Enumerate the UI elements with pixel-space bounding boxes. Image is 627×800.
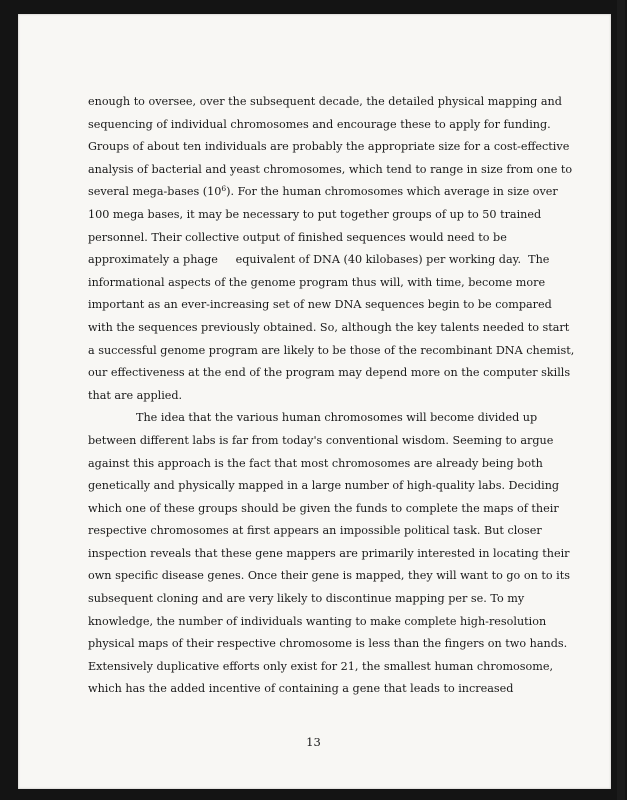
text-segment: ). For the human chromosomes which average in size over [226,185,558,199]
text-segment: several mega-bases (10 [88,185,222,199]
text-line: knowledge, the number of individuals wanting to make complete high-resolution [88,614,547,628]
text-line: against this approach is the fact that most chromosomes are already being both [88,456,543,470]
text-line: a successful genome program are likely to be those of the recombinant DNA chemist, [88,343,575,357]
text-line: own specific disease genes. Once their gene is mapped, they will want to go on to its [88,569,570,583]
text-line: important as an ever-increasing set of new DNA sequences begin to be compared [88,298,552,312]
text-line: approximately a phage equivalent of DNA (40 kilobases) per working day. The [88,253,550,267]
body-text [88,91,575,701]
text-line: enough to oversee, over the subsequent decade, the detailed physical mapping and [88,95,562,108]
text-line: sequencing of individual chromosomes and encourage these to apply for funding. [88,117,551,131]
text-line: analysis of bacterial and yeast chromosomes, which tend to range in size from one to [88,162,573,176]
text-line: that are applied. [88,388,183,402]
text-line: which has the added incentive of containing a gene that leads to increased [88,682,514,696]
text-line: Groups of about ten individuals are probably the appropriate size for a cost-effective [88,140,570,154]
text-line-superscript [88,181,558,204]
text-line: genetically and physically mapped in a large number of high-quality labs. Deciding [88,479,560,493]
text-line: inspection reveals that these gene mappers are primarily interested in locating their [88,546,570,560]
text-line: which one of these groups should be given the funds to complete the maps of their [88,501,559,515]
text-line: subsequent cloning and are very likely to discontinue mapping per se. To my [88,592,525,606]
text-line: informational aspects of the genome program thus will, with time, become more [88,275,546,289]
text-line: respective chromosomes at first appears an impossible political task. But closer [88,524,542,538]
page-number: 13 [306,735,321,749]
text-line: our effectiveness at the end of the program may depend more on the computer skills [88,366,571,380]
text-line: physical maps of their respective chromosome is less than the fingers on two hands. [88,637,568,651]
text-line: with the sequences previously obtained. So, although the key talents needed to start [88,320,570,334]
text-line: The idea that the various human chromosomes will become divided up [136,411,538,425]
scan-edge [617,0,625,800]
text-line: 100 mega bases, it may be necessary to put together groups of up to 50 trained [88,207,542,221]
superscript-exponent: 6 [221,184,227,194]
text-line: between different labs is far from today's conventional wisdom. Seeming to argue [88,433,554,447]
text-line: Extensively duplicative efforts only exist for 21, the smallest human chromosome, [88,659,554,673]
text-line: personnel. Their collective output of finished sequences would need to be [88,230,507,244]
